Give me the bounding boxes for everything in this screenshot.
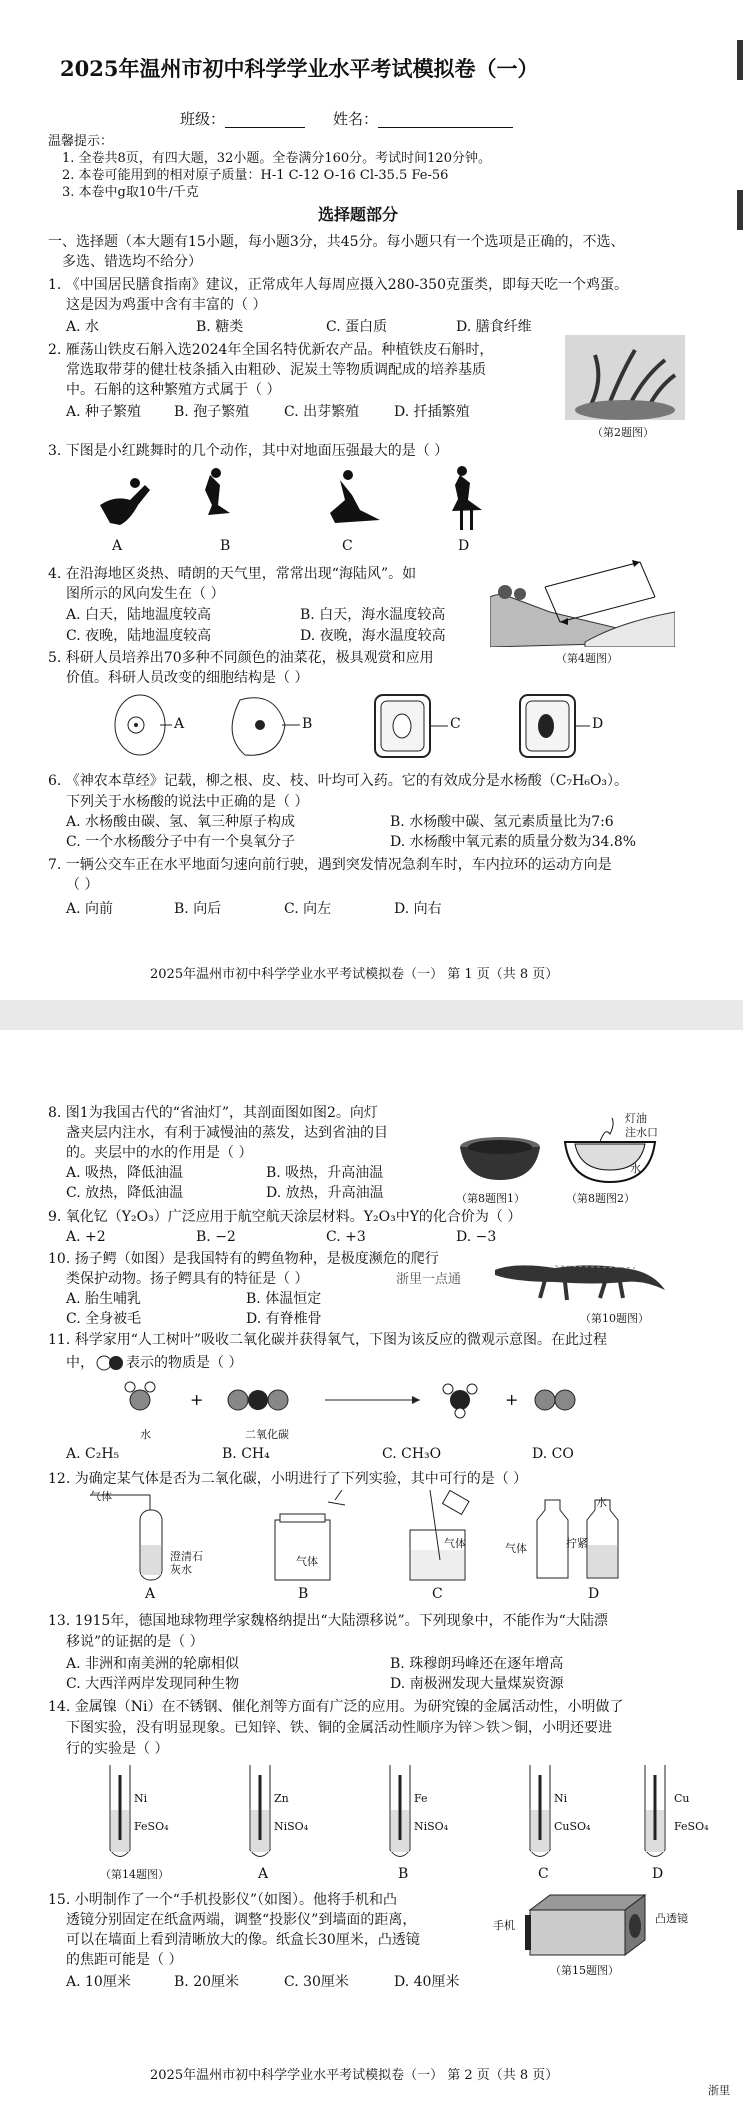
- q7-option-c: C. 向左: [284, 901, 332, 917]
- sea-land-breeze-diagram: [490, 552, 675, 647]
- q2-option-a: A. 种子繁殖: [66, 404, 142, 420]
- reaction-micro-diagram: [120, 1375, 590, 1425]
- q5-label-c: C: [450, 716, 461, 732]
- q5-stem: 5. 科研人员培养出70多种不同颜色的油菜花，极具观赏和应用: [48, 650, 434, 666]
- q4-stem: 4. 在沿海地区炎热、晴朗的天气里，常常出现“海陆风”。如: [48, 566, 417, 582]
- tip-item: 2. 本卷可能用到的相对原子质量：H-1 C-12 O-16 Cl-35.5 Fe-56: [62, 168, 449, 183]
- tube-solution: CuSO₄: [554, 1820, 591, 1833]
- q10-option-d: D. 有脊椎骨: [246, 1311, 322, 1327]
- q15-option-d: D. 40厘米: [394, 1974, 460, 1990]
- tube-metal: Ni: [134, 1792, 148, 1805]
- tube-solution: NiSO₄: [414, 1820, 449, 1833]
- q8-stem: 8. 图1为我国古代的“省油灯”，其剖面图如图2。向灯: [48, 1105, 378, 1121]
- q10-stem: 类保护动物。扬子鳄具有的特征是（ ）: [66, 1271, 309, 1287]
- q8-option-b: B. 吸热，升高油温: [266, 1165, 384, 1181]
- q12-label-b: B: [298, 1586, 309, 1602]
- exam-title: 2025年温州市初中科学学业水平考试模拟卷（一）: [60, 56, 539, 81]
- page-footer: 2025年温州市初中科学学业水平考试模拟卷（一） 第 2 页（共 8 页）: [150, 2068, 559, 2083]
- orchid-plant-image: [565, 335, 685, 420]
- part-heading-cont: 多选、错选均不给分）: [62, 254, 202, 270]
- q7-stem: 7. 一辆公交车正在水平地面匀速向前行驶，遇到突发情况急刹车时，车内拉环的运动方向是: [48, 857, 612, 873]
- q11-fig-label: 二氧化碳: [245, 1428, 289, 1441]
- q15-fig-label: 手机: [493, 1919, 515, 1932]
- q6-option-b: B. 水杨酸中碳、氢元素质量比为7:6: [390, 814, 614, 830]
- svg-text:+: +: [505, 1390, 519, 1409]
- q4-caption: （第4题图）: [556, 652, 618, 665]
- q13-option-d: D. 南极洲发现大量煤炭资源: [390, 1676, 564, 1692]
- q8-option-d: D. 放热，升高油温: [266, 1185, 384, 1201]
- q13-stem: 13. 1915年，德国地球物理学家魏格纳提出“大陆漂移说”。下列现象中，不能作为“大陆漂: [48, 1613, 608, 1629]
- q12-fig-label: 气体: [296, 1555, 318, 1568]
- q2-caption: （第2题图）: [592, 426, 654, 439]
- q2-stem: 2. 雁荡山铁皮石斛入选2024年全国名特优新农产品。种植铁皮石斛时，: [48, 342, 494, 358]
- q11-fig-label: 水: [140, 1428, 151, 1441]
- q8-fig-label: 灯油: [625, 1112, 647, 1125]
- q7-option-b: B. 向后: [174, 901, 222, 917]
- q1-option-a: A. 水: [66, 319, 100, 335]
- corner-note: 浙里: [708, 2084, 730, 2097]
- q12-label-c: C: [432, 1586, 443, 1602]
- q2-option-c: C. 出芽繁殖: [284, 404, 360, 420]
- q15-stem: 的焦距可能是（ ）: [66, 1952, 183, 1968]
- q12-fig-label: 拧紧: [566, 1537, 588, 1550]
- edge-mark: [737, 190, 743, 230]
- q9-option-d: D. −3: [456, 1229, 497, 1245]
- test-tubes: [100, 1765, 660, 1865]
- tube-solution: NiSO₄: [274, 1820, 309, 1833]
- q10-option-c: C. 全身被毛: [66, 1311, 142, 1327]
- q5-label-a: A: [174, 716, 185, 732]
- q3-label-a: A: [112, 538, 123, 554]
- q10-stem: 10. 扬子鳄（如图）是我国特有的鳄鱼物种，是极度濒危的爬行: [48, 1251, 439, 1267]
- q15-option-c: C. 30厘米: [284, 1974, 349, 1990]
- q7-option-a: A. 向前: [66, 901, 114, 917]
- q3-stem: 3. 下图是小红跳舞时的几个动作，其中对地面压强最大的是（ ）: [48, 443, 449, 459]
- q15-fig-label: 凸透镜: [655, 1912, 688, 1925]
- edge-mark: [737, 40, 743, 80]
- q9-option-a: A. +2: [66, 1229, 106, 1245]
- q4-option-c: C. 夜晚，陆地温度较高: [66, 628, 212, 644]
- q4-option-d: D. 夜晚，海水温度较高: [300, 628, 446, 644]
- q8-fig-label: 水: [630, 1162, 641, 1175]
- q8-stem: 盏夹层内注水，有利于减慢油的蒸发，达到省油的目: [66, 1125, 388, 1141]
- q14-label-a: A: [258, 1866, 269, 1882]
- tube-solution: FeSO₄: [134, 1820, 169, 1833]
- q8-caption-1: （第8题图1）: [456, 1192, 525, 1205]
- q11-stem-b: 表示的物质是（ ）: [126, 1355, 243, 1371]
- q15-caption: （第15题图）: [550, 1964, 619, 1977]
- q11-option-c: C. CH₃O: [382, 1446, 442, 1462]
- q11-option-a: A. C₂H₅: [66, 1446, 120, 1462]
- q3-label-c: C: [342, 538, 353, 554]
- q15-option-a: A. 10厘米: [66, 1974, 131, 1990]
- q14-label-d: D: [652, 1866, 664, 1882]
- q12-fig-label: 气体: [505, 1542, 527, 1555]
- q8-stem: 的。夹层中的水的作用是（ ）: [66, 1145, 253, 1161]
- q6-option-c: C. 一个水杨酸分子中有一个臭氧分子: [66, 834, 296, 850]
- q15-option-b: B. 20厘米: [174, 1974, 240, 1990]
- tube-metal: Ni: [554, 1792, 568, 1805]
- q13-option-c: C. 大西洋两岸发现同种生物: [66, 1676, 240, 1692]
- q8-option-c: C. 放热，降低油温: [66, 1185, 184, 1201]
- tip-item: 1. 全卷共8页，有四大题，32小题。全卷满分160分。考试时间120分钟。: [62, 151, 491, 166]
- page-footer: 2025年温州市初中科学学业水平考试模拟卷（一） 第 1 页（共 8 页）: [150, 967, 559, 982]
- exam-page-2: [0, 1030, 743, 2102]
- q8-caption-2: （第8题图2）: [566, 1192, 635, 1205]
- q1-option-d: D. 膳食纤维: [456, 319, 532, 335]
- q10-option-b: B. 体温恒定: [246, 1291, 322, 1307]
- q12-fig-label: 澄清石灰水: [170, 1550, 203, 1576]
- q9-option-b: B. −2: [196, 1229, 236, 1245]
- q9-option-c: C. +3: [326, 1229, 366, 1245]
- exam-page-1: [0, 0, 743, 1000]
- q3-label-d: D: [458, 538, 470, 554]
- q13-stem: 移说”的证据的是（ ）: [66, 1634, 204, 1650]
- cell-diagrams: [110, 690, 610, 760]
- q11-option-d: D. CO: [532, 1446, 574, 1462]
- q1-option-b: B. 糖类: [196, 319, 244, 335]
- q11-option-b: B. CH₄: [222, 1446, 270, 1462]
- q2-stem: 常选取带芽的健壮枝条插入由粗砂、泥炭土等物质调配成的培养基质: [66, 362, 486, 378]
- q2-option-d: D. 扦插繁殖: [394, 404, 470, 420]
- q13-option-b: B. 珠穆朗玛峰还在逐年增高: [390, 1656, 564, 1672]
- q6-option-a: A. 水杨酸由碳、氢、氧三种原子构成: [66, 814, 296, 830]
- q4-option-a: A. 白天，陆地温度较高: [66, 607, 212, 623]
- test-tube: [640, 1765, 670, 1865]
- q3-label-b: B: [220, 538, 231, 554]
- q5-stem: 价值。科研人员改变的细胞结构是（ ）: [66, 670, 309, 686]
- q5-label-b: B: [302, 716, 313, 732]
- q5-label-d: D: [592, 716, 604, 732]
- q10-caption: （第10题图）: [580, 1312, 649, 1325]
- q14-stem: 行的实验是（ ）: [66, 1741, 169, 1757]
- q14-label-c: C: [538, 1866, 549, 1882]
- tube-metal: Zn: [274, 1792, 289, 1805]
- class-field: 班级： 姓名：: [180, 110, 513, 128]
- q12-fig-label: 气体: [90, 1490, 112, 1503]
- molecule-icon: [96, 1352, 124, 1374]
- q1-option-c: C. 蛋白质: [326, 319, 388, 335]
- q12-label-a: A: [145, 1586, 156, 1602]
- tube-metal: Fe: [414, 1792, 428, 1805]
- q13-option-a: A. 非洲和南美洲的轮廓相似: [66, 1656, 240, 1672]
- q7-stem: （ ）: [66, 877, 99, 893]
- q7-option-d: D. 向右: [394, 901, 442, 917]
- q10-option-a: A. 胎生哺乳: [66, 1291, 142, 1307]
- q12-fig-label: 气体: [444, 1537, 466, 1550]
- q1-stem: 这是因为鸡蛋中含有丰富的（ ）: [66, 297, 267, 313]
- q1-stem: 1. 《中国居民膳食指南》建议，正常成年人每周应摄入280-350克蛋类，即每天吃一个鸡蛋。: [48, 277, 628, 293]
- q12-label-d: D: [588, 1586, 600, 1602]
- q12-fig-label: 水: [596, 1496, 607, 1509]
- tube-metal: Cu: [674, 1792, 690, 1805]
- q11-stem-a: 中，: [66, 1355, 94, 1371]
- section-title: 选择题部分: [318, 205, 399, 224]
- q14-caption: （第14题图）: [100, 1868, 169, 1881]
- watermark-text: 浙里一点通: [396, 1272, 462, 1287]
- tip-item: 3. 本卷中g取10牛/千克: [62, 185, 199, 200]
- q9-stem: 9. 氧化钇（Y₂O₃）广泛应用于航空航天涂层材料。Y₂O₃中Y的化合价为（ ）: [48, 1209, 522, 1225]
- svg-text:+: +: [190, 1390, 204, 1409]
- alligator-photo: [495, 1240, 665, 1305]
- q11-stem: 11. 科学家用“人工树叶”吸收二氧化碳并获得氧气，下图为该反应的微观示意图。在此过程: [48, 1332, 608, 1348]
- q8-fig-label: 注水口: [625, 1126, 658, 1139]
- q14-label-b: B: [398, 1866, 409, 1882]
- dancer-silhouettes: [90, 465, 510, 535]
- q4-stem: 图所示的风向发生在（ ）: [66, 586, 225, 602]
- q14-stem: 下图实验，没有明显现象。已知锌、铁、铜的金属活动性顺序为锌＞铁＞铜，小明还要进: [66, 1720, 612, 1736]
- q6-option-d: D. 水杨酸中氧元素的质量分数为34.8%: [390, 834, 637, 850]
- q2-option-b: B. 孢子繁殖: [174, 404, 250, 420]
- part-heading: 一、选择题（本大题有15小题，每小题3分，共45分。每小题只有一个选项是正确的，不选、: [48, 234, 625, 250]
- q6-stem: 6. 《神农本草经》记载，柳之根、皮、枝、叶均可入药。它的有效成分是水杨酸（C₇H₆O₃）。: [48, 773, 629, 789]
- q8-option-a: A. 吸热，降低油温: [66, 1165, 184, 1181]
- q15-stem: 透镜分别固定在纸盒两端，调整“投影仪”到墙面的距离，: [66, 1912, 417, 1928]
- q15-stem: 可以在墙面上看到清晰放大的像。纸盒长30厘米，凸透镜: [66, 1932, 420, 1948]
- tips-heading: 温馨提示：: [48, 134, 114, 149]
- phone-projector-box: [520, 1890, 650, 1960]
- tube-solution: FeSO₄: [674, 1820, 709, 1833]
- oil-lamp-photo: [455, 1125, 545, 1185]
- q15-stem: 15. 小明制作了一个“手机投影仪”（如图）。他将手机和凸: [48, 1892, 398, 1908]
- q2-stem: 中。石斛的这种繁殖方式属于（ ）: [66, 382, 281, 398]
- q14-stem: 14. 金属镍（Ni）在不锈钢、催化剂等方面有广泛的应用。为研究镍的金属活动性，小明做了: [48, 1699, 624, 1715]
- q4-option-b: B. 白天，海水温度较高: [300, 607, 446, 623]
- q12-stem: 12. 为确定某气体是否为二氧化碳，小明进行了下列实验，其中可行的是（ ）: [48, 1471, 528, 1487]
- q6-stem: 下列关于水杨酸的说法中正确的是（ ）: [66, 794, 309, 810]
